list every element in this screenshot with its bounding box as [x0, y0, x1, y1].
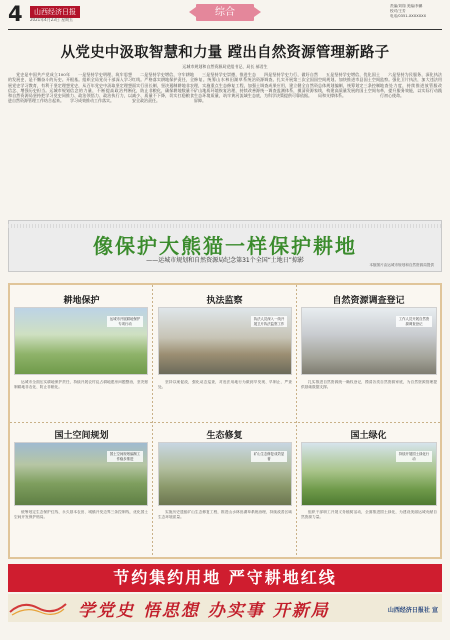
header-divider: [8, 29, 442, 30]
farmland-photo: [14, 307, 148, 375]
grid-divider: [296, 285, 297, 557]
slogan-banner: 节约集约用地 严守耕地红线: [8, 564, 442, 592]
photo-caption: 持续开展国土绿化行动: [396, 451, 432, 462]
photo-caption: 运城市开展耕地保护专项行动: [107, 316, 143, 327]
photo-caption: 国土空间规划编制工作稳步推进: [107, 451, 143, 462]
survey-photo: [301, 307, 437, 375]
panel-title: 自然资源调查登记: [332, 296, 405, 306]
panel-text: 统筹划定生态保护红线、永久基本农田、城镇开发边界三条控制线，优化国土空间开发保护格局。: [14, 510, 148, 520]
panel-title: 国土绿化: [350, 431, 387, 441]
photo-caption: 执法人员深入一线开展卫片执法监察工作: [251, 316, 287, 327]
panel-title: 国土空间规划: [54, 431, 109, 441]
article-column: [70, 72, 132, 212]
article-headline: 从党史中汲取智慧和力量 蹚出自然资源管理新路子: [60, 45, 390, 61]
party-history-banner: [8, 594, 442, 622]
grid-divider: [10, 422, 440, 423]
banner-subtitle: ——运城市规划和自然资源局纪念第31个全国“土地日”掠影: [146, 257, 304, 264]
article-paragraph: 四是坚持学史力行，做好自然资源调查。扎实开展第三次全国国土调查成果应用，建立健全自然资源统一调查监测体系，摸清资源家底，为科学决策提供可靠依据。: [256, 72, 318, 99]
article-paragraph: 二是坚持学史增信，守牢耕地红线。严格落实耕地保护责任，全面实行田长制，坚决遏制耕地非农化，防止非粮化，确保耕地数量不减少、质量不下降，切实扛稳粮食安全政治责任。: [132, 72, 194, 104]
article-column: [380, 72, 442, 212]
page-number: 4: [8, 2, 23, 26]
article-column: [132, 72, 194, 212]
editor-credits: [390, 4, 440, 19]
photo-caption: 矿山生态修复成效显著: [251, 451, 287, 462]
panel-title: 耕地保护: [63, 296, 100, 306]
panel-text: 坚持以案促改，强化动态巡查，对违法用地行为做到早发现、早制止、严查处。: [158, 380, 292, 390]
ribbon-decoration: [8, 598, 68, 618]
article-column: [318, 72, 380, 212]
panel-text: 运城市全面压实耕地保护责任，持续开展农村乱占耕地建房问题整治，坚决遏制耕地非农化、防止非粮化。: [14, 380, 148, 390]
inspection-photo: [158, 307, 292, 375]
banner-photo-credit: 本版图片由运城市规划和自然资源局提供: [369, 263, 434, 267]
article-column: [194, 72, 256, 212]
article-paragraph: 六是坚持为民服务，深化执法监察。强化卫片执法，加大违法用地查处力度，持续推进放管服改革，提升服务效能，以实际行动践行初心使命。: [380, 72, 442, 99]
greening-photo: [301, 442, 437, 506]
grid-divider: [152, 285, 153, 557]
article-paragraph: 党史是中国共产党成立100年的发展史，是不懈奋斗的历史。开展党史学习教育，有利于坚定理想信念、增强历史担当。运城市规划和自然资源局坚持把学习党史同推进自然资源管理工作结合起来。: [8, 72, 70, 104]
credit-line: 校对/王芳: [390, 9, 406, 13]
article-paragraph: 三是坚持学史崇德，推进生态修复。统筹山水林田湖草系统治理，实施重点生态修复工程，加强矿山地质环境恢复治理，持续改善生态环境质量，筑牢黄河流域生态屏障。: [194, 72, 256, 104]
eco-restoration-photo: [158, 442, 292, 506]
banner-texture: [8, 224, 442, 228]
banner-title: 像保护大熊猫一样保护耕地: [93, 234, 357, 258]
section-label: 综合: [196, 4, 254, 21]
spatial-planning-photo: [14, 442, 148, 506]
credit-line: 责编/刘翔 美编/李鹏: [390, 4, 423, 8]
photo-caption: 工作人员开展自然资源调查登记: [396, 316, 432, 327]
credit-line: 电话/0351-XXXXXXX: [390, 14, 427, 18]
panel-text: 组织干部职工开展义务植树活动，全面推进国土绿化，为建设美丽运城贡献自然资源力量。: [301, 510, 437, 520]
panel-title: 执法监察: [206, 296, 243, 306]
article-column: [8, 72, 70, 212]
date-line: 2021年4月23日 星期五: [30, 17, 74, 22]
article-byline: 运城市规划和自然资源局党组书记、局长 郝君生: [182, 64, 268, 69]
panel-text: 实施历史遗留矿山生态修复工程，推进山水林田湖草系统治理，持续改善区域生态环境质量。: [158, 510, 292, 520]
party-history-slogan: 学党史 悟思想 办实事 开新局: [78, 601, 330, 621]
publisher-logo: 山西经济日报社 宣: [387, 607, 438, 614]
article-column: [256, 72, 318, 212]
paper-name: 山西经济日报: [30, 6, 80, 18]
panel-text: 扎实推进自然资源统一确权登记，摸清各类自然资源家底，为自然资源管理提供基础数据支撑。: [301, 380, 437, 390]
panel-title: 生态修复: [206, 431, 243, 441]
article-paragraph: 一是坚持学史明理，筑牢思想根基。组织全局党员干部深入学习党史，从百年党史中汲取坚定理想信念的力量，不断提高政治判断力、政治领悟力、政治执行力，以学习成效推动工作落实。: [70, 72, 132, 104]
article-paragraph: 五是坚持学史增信，优化国土空间规划。加快推进市县国土空间总体规划编制，统筹划定三条控制线，构建高质量发展的国土空间布局和支撑体系。: [318, 72, 380, 99]
